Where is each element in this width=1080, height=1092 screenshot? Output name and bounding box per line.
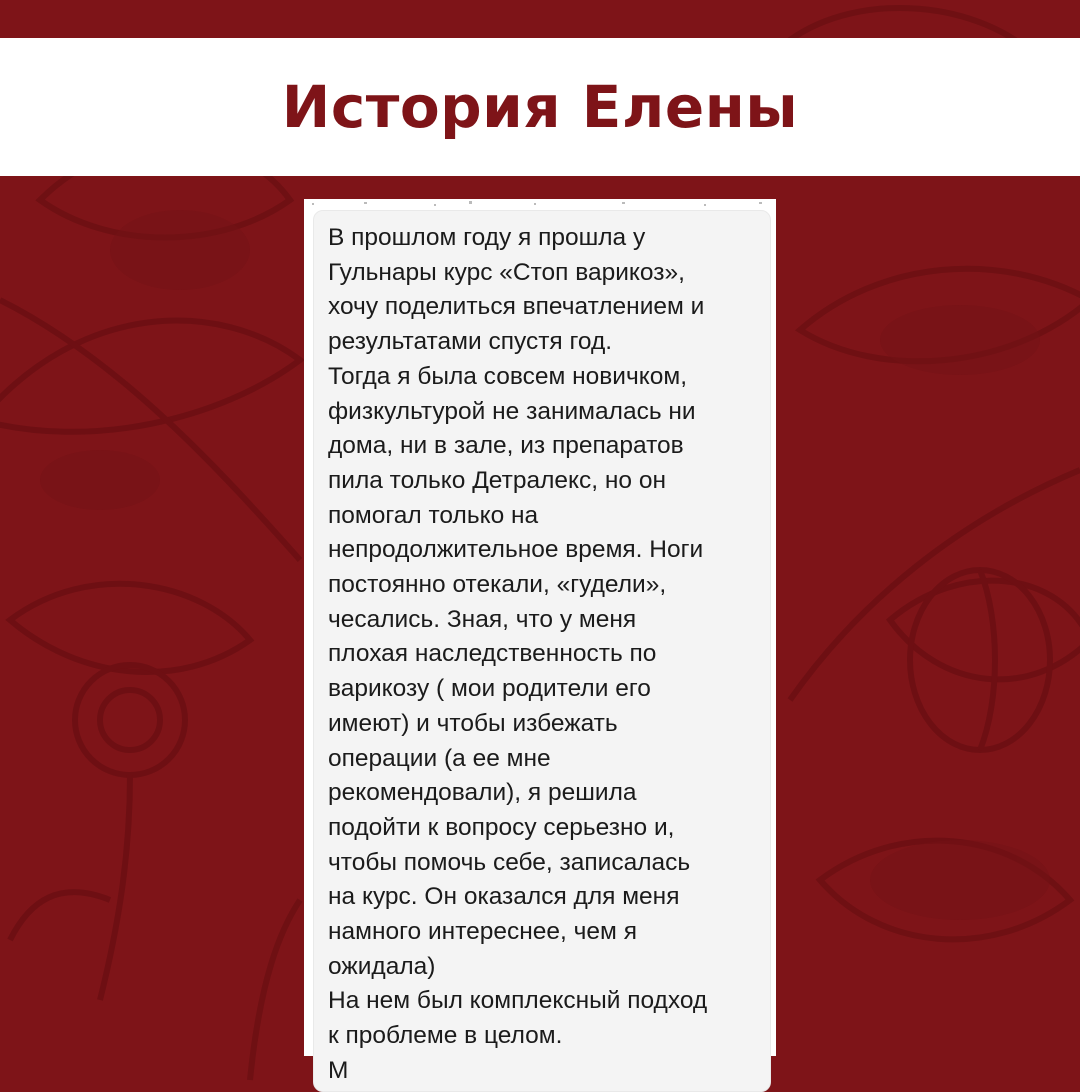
page-title: История Елены	[281, 73, 799, 141]
title-banner	[0, 38, 1080, 176]
message-screenshot	[304, 199, 776, 1084]
message-text: В прошлом году я прошла у Гульнары курс «Стоп варикоз», хочу поделиться впечатлением и результатами спустя год. Тогда я была совсем новичком, физкультурой не занималась ни дома, ни в зале, из препаратов пила только Детралекс, но он помогал только на непродолжительное время. Ноги постоянно отекали, «гудели», чесались. Зная, что у меня плохая наследственность по варикозу ( мои родители его имеют) и чтобы избежать операции (а ее мне рекомендовали), я решила подойти к вопросу серьезно и, чтобы помочь себе, записалась на курс. Он оказался для меня намного интереснее, чем я ожидала) На нем был комплексный подход к проблеме в целом. М	[328, 224, 708, 1084]
